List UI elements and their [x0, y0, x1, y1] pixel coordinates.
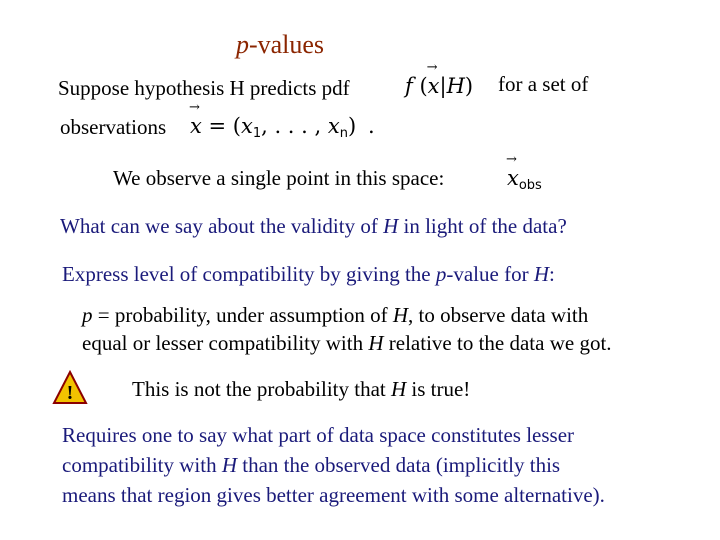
obs-sub-1: 1: [252, 126, 262, 141]
obs-x-vector: → x: [190, 114, 202, 138]
warning-line: [132, 375, 470, 403]
pdf-formula: [405, 74, 473, 98]
observe-line: We observe a single point in this space:: [113, 166, 445, 190]
pdf-H: H: [446, 74, 465, 98]
definition-line-1: [82, 301, 588, 329]
title-rest: -values: [248, 30, 325, 59]
question-H: H: [383, 214, 399, 238]
requires-l2-b: than the observed data (implicitly this: [237, 453, 561, 477]
obs-eq: = (: [201, 114, 241, 138]
obs-dots: , . . . ,: [261, 114, 328, 138]
requires-line-2: [62, 450, 605, 480]
question-line: [60, 212, 567, 240]
page-title: [0, 30, 560, 60]
def-l1-a: = probability, under assumption of: [92, 303, 393, 327]
requires-l2-H: H: [221, 453, 237, 477]
warning-H: H: [390, 377, 407, 401]
def-p: p: [82, 303, 93, 327]
express-H: H: [533, 262, 549, 286]
def-l2-b: relative to the data we got.: [383, 331, 612, 355]
line-hypothesis-after: for a set of: [498, 72, 589, 96]
warning-symbol: !: [66, 382, 74, 404]
express-line: [62, 260, 555, 288]
express-post: :: [549, 262, 555, 286]
pdf-open: (: [412, 74, 428, 98]
warning-pre: This is not the probability that: [132, 377, 391, 401]
question-pre: What can we say about the validity of: [60, 214, 384, 238]
express-pre: Express level of compatibility by giving the: [62, 262, 436, 286]
observations-formula: [190, 114, 356, 141]
warning-post: is true!: [406, 377, 471, 401]
x-obs-sub: obs: [518, 178, 542, 193]
def-l1-H: H: [392, 303, 409, 327]
express-mid: -value for: [446, 262, 534, 286]
definition-line-2: [82, 329, 612, 357]
observations-label: observations: [60, 115, 167, 139]
requires-line-1: Requires one to say what part of data space constitutes lesser: [62, 423, 575, 447]
warning-triangle-icon: [52, 370, 88, 406]
title-p: p: [235, 30, 249, 59]
requires-l2-a: compatibility with: [62, 453, 222, 477]
pdf-close: ): [464, 74, 474, 98]
line-hypothesis-text: Suppose hypothesis H predicts pdf: [58, 76, 350, 100]
requires-paragraph: [62, 420, 605, 510]
express-p: p: [435, 262, 447, 286]
x-obs: [507, 166, 542, 193]
x-obs-vector: → x: [507, 166, 519, 190]
def-l2-H: H: [368, 331, 384, 355]
question-post: in light of the data?: [398, 214, 567, 238]
obs-sub-n: n: [339, 126, 348, 141]
obs-xn: x: [327, 114, 340, 138]
pdf-bar: |: [439, 74, 447, 98]
def-l2-a: equal or lesser compatibility with: [82, 331, 369, 355]
def-l1-b: , to observe data with: [408, 303, 589, 327]
pdf-f: f: [405, 74, 413, 98]
requires-line-3: means that region gives better agreement with some alternative).: [62, 483, 605, 507]
observations-end: .: [368, 114, 375, 138]
obs-x1: x: [240, 114, 253, 138]
line-hypothesis: [58, 74, 350, 102]
pdf-x-vector: → x: [428, 74, 440, 98]
obs-close: ): [347, 114, 357, 138]
